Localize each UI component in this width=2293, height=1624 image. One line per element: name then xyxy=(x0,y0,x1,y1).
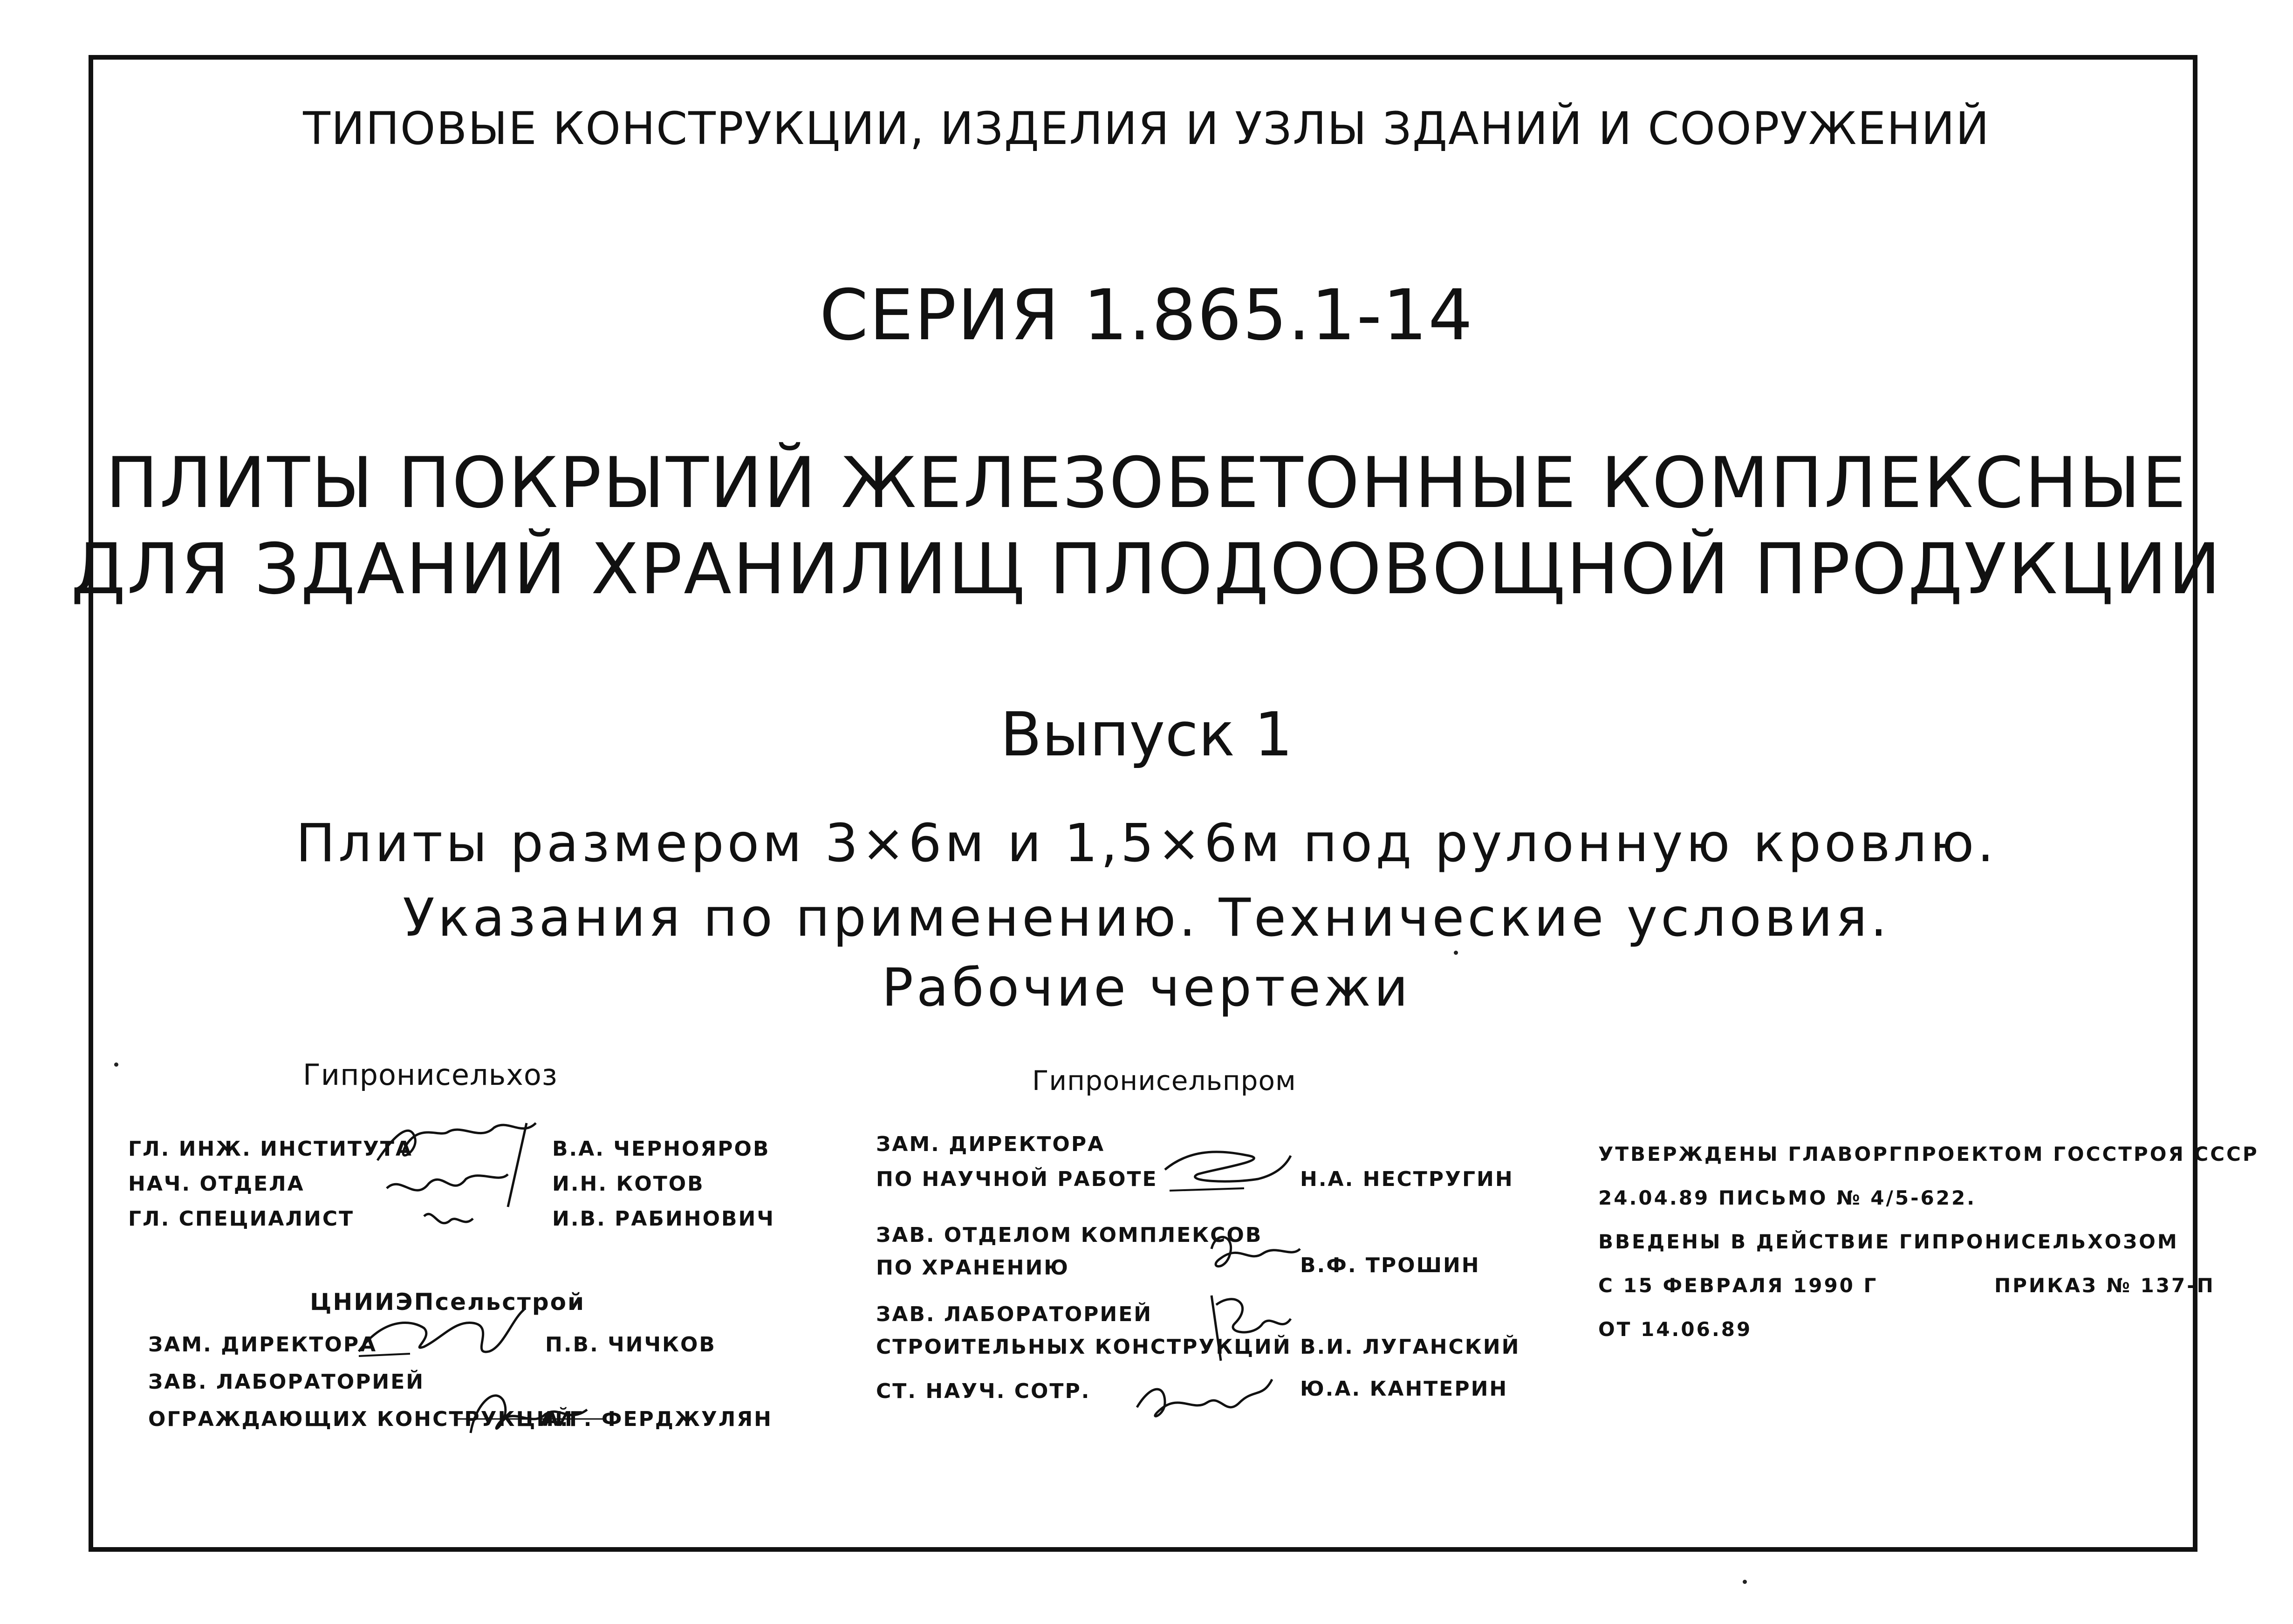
title-line-1: ПЛИТЫ ПОКРЫТИЙ ЖЕЛЕЗОБЕТОННЫЕ КОМПЛЕКСНЫЕ xyxy=(105,443,2188,524)
org-mid-position-3a: ЗАВ. ЛАБОРАТОРИЕЙ xyxy=(876,1302,1153,1326)
org-left-position-1: ГЛ. ИНЖ. ИНСТИТУТА xyxy=(128,1137,413,1161)
series-number: СЕРИЯ 1.865.1-14 xyxy=(819,275,1474,356)
signature-ferdzhulyan xyxy=(457,1377,606,1456)
org-mid-position-1a: ЗАМ. ДИРЕКТОРА xyxy=(876,1132,1105,1156)
org-mid-person-1: Н.А. НЕСТРУГИН xyxy=(1300,1167,1514,1191)
scan-speck xyxy=(114,1062,118,1067)
org-left-person-3: И.В. РАБИНОВИЧ xyxy=(552,1207,775,1231)
approval-line-1: УТВЕРЖДЕНЫ ГЛАВОРГПРОЕКТОМ ГОССТРОЯ СССР xyxy=(1598,1143,2259,1165)
signature-troshin xyxy=(1198,1221,1309,1291)
org-left2-person-2: А.Г. ФЕРДЖУЛЯН xyxy=(543,1407,773,1431)
org-mid-person-2: В.Ф. ТРОШИН xyxy=(1300,1254,1480,1277)
title-line-2: ДЛЯ ЗДАНИЙ ХРАНИЛИЩ ПЛОДООВОЩНОЙ ПРОДУКЦИИ xyxy=(71,529,2222,610)
org-mid-person-4: Ю.А. КАНТЕРИН xyxy=(1300,1377,1508,1401)
org-left2-name: ЦНИИЭПсельстрой xyxy=(310,1288,586,1316)
org-left2-position-2: ОГРАЖДАЮЩИХ КОНСТРУКЦИЙ xyxy=(148,1407,574,1431)
org-mid-person-3: В.И. ЛУГАНСКИЙ xyxy=(1300,1335,1520,1359)
subtitle-line-1: Плиты размером 3×6м и 1,5×6м под рулонную кровлю. xyxy=(295,813,1998,874)
org-mid-position-3: СТРОИТЕЛЬНЫХ КОНСТРУКЦИЙ xyxy=(876,1335,1292,1359)
org-left-person-2: И.Н. КОТОВ xyxy=(552,1172,705,1196)
org-left2-position-2a: ЗАВ. ЛАБОРАТОРИЕЙ xyxy=(148,1370,425,1394)
approval-line-3: ВВЕДЕНЫ В ДЕЙСТВИЕ ГИПРОНИСЕЛЬХОЗОМ xyxy=(1598,1230,2179,1253)
signature-nestrugin xyxy=(1156,1137,1295,1202)
signature-luganskiy xyxy=(1193,1286,1295,1370)
issue-number: Выпуск 1 xyxy=(1000,699,1293,770)
signature-chichkov xyxy=(354,1300,531,1379)
org-mid-position-2: ПО ХРАНЕНИЮ xyxy=(876,1256,1069,1280)
org-left-position-3: ГЛ. СПЕЦИАЛИСТ xyxy=(128,1207,355,1231)
signature-chernoyarov xyxy=(368,1104,564,1244)
org-left2-person-1: П.В. ЧИЧКОВ xyxy=(545,1333,716,1357)
header-text: ТИПОВЫЕ КОНСТРУКЦИИ, ИЗДЕЛИЯ И УЗЛЫ ЗДАНИЙ И СООРУЖЕНИЙ xyxy=(303,103,1990,155)
approval-line-2: 24.04.89 ПИСЬМО № 4/5-622. xyxy=(1598,1186,1977,1209)
subtitle-line-3: Рабочие чертежи xyxy=(882,958,1411,1018)
org-left-position-2: НАЧ. ОТДЕЛА xyxy=(128,1172,305,1196)
scan-speck xyxy=(1454,951,1458,955)
scan-speck xyxy=(1743,1580,1747,1584)
signature-kanterin xyxy=(1132,1365,1281,1435)
org-mid-position-2a: ЗАВ. ОТДЕЛОМ КОМПЛЕКСОВ xyxy=(876,1223,1263,1247)
org-left-name: Гипронисельхоз xyxy=(303,1058,558,1092)
approval-line-5: ОТ 14.06.89 xyxy=(1598,1318,1752,1341)
org-left2-position-1: ЗАМ. ДИРЕКТОРА xyxy=(148,1333,377,1357)
approval-line-4b: ПРИКАЗ № 137-П xyxy=(1994,1274,2215,1297)
org-left-person-1: В.А. ЧЕРНОЯРОВ xyxy=(552,1137,770,1161)
org-mid-name: Гипронисельпром xyxy=(1032,1065,1296,1096)
subtitle-line-2: Указания по применению. Технические условия. xyxy=(403,888,1890,948)
approval-line-4a: С 15 ФЕВРАЛЯ 1990 Г xyxy=(1598,1274,1878,1297)
org-mid-position-4: СТ. НАУЧ. СОТР. xyxy=(876,1379,1091,1403)
org-mid-position-1: ПО НАУЧНОЙ РАБОТЕ xyxy=(876,1167,1158,1191)
